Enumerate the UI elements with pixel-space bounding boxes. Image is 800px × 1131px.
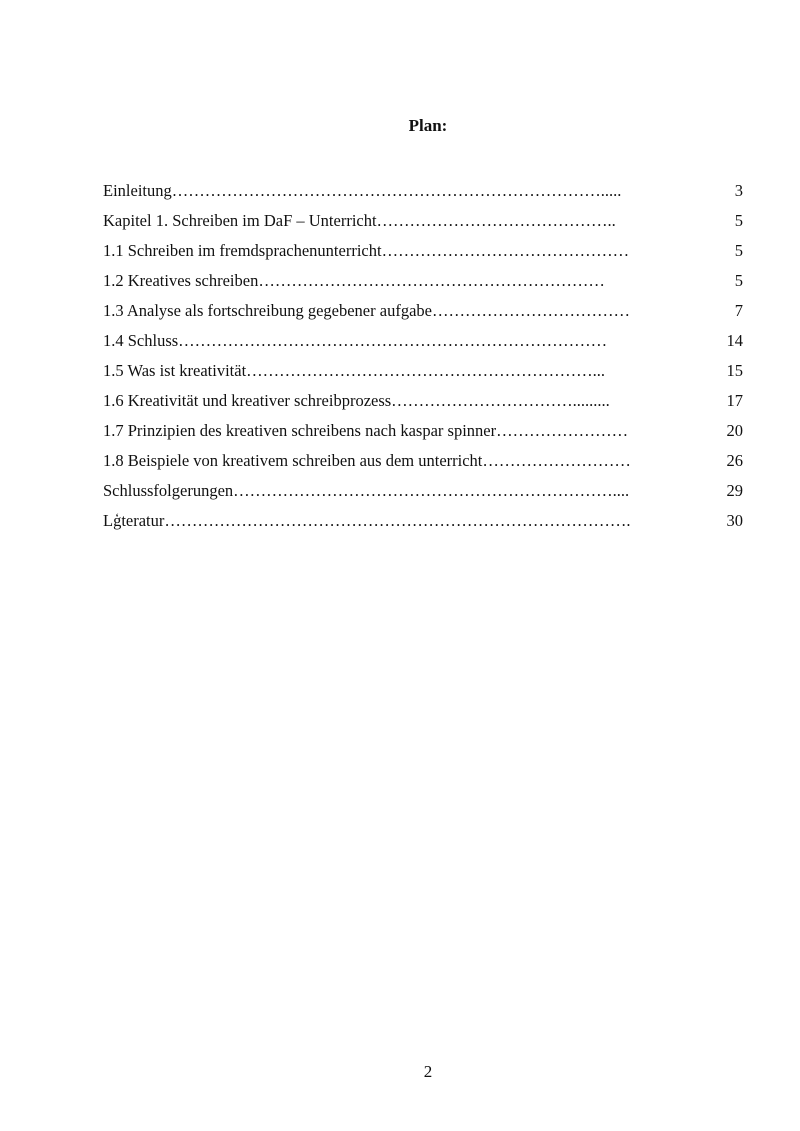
toc-row-1-6 <box>103 388 743 418</box>
toc-row-1-4 <box>103 328 743 358</box>
toc-row-literatur <box>103 508 743 538</box>
toc-page-number: 5 <box>734 241 743 260</box>
toc-page-number: 29 <box>726 481 743 500</box>
toc-page-number: 7 <box>734 301 743 320</box>
toc-page-number: 20 <box>726 421 743 440</box>
toc-entry-label: 1.3 Analyse als fortschreibung gegebener aufgabe……………………………… <box>103 301 630 320</box>
toc-page-number: 30 <box>726 511 743 530</box>
toc-entry-label: 1.4 Schluss…………………………………………………………………… <box>103 331 608 350</box>
toc-entry-label: 1.1 Schreiben im fremdsprachenunterricht……………………………………… <box>103 241 630 260</box>
toc-row-1-3 <box>103 298 743 328</box>
toc-entry-label: Einleitung……………………………………………………………………..... <box>103 181 622 200</box>
toc-row-1-2 <box>103 268 743 298</box>
toc-row-1-8 <box>103 448 743 478</box>
toc-page-number: 14 <box>726 331 743 350</box>
page-number-footer: 2 <box>423 1062 433 1081</box>
toc-page-number: 3 <box>734 181 743 200</box>
toc-entry-label: 1.2 Kreatives schreiben……………………………………………………… <box>103 271 605 290</box>
table-of-contents <box>103 178 743 538</box>
toc-entry-label: 1.6 Kreativität und kreativer schreibprozess……………………………......... <box>103 391 610 410</box>
toc-row-kapitel-1 <box>103 208 743 238</box>
toc-entry-label: Schlussfolgerungen…………………………………………………………….... <box>103 481 630 500</box>
toc-page-number: 17 <box>726 391 743 410</box>
toc-row-schlussfolgerungen <box>103 478 743 508</box>
toc-entry-label: 1.8 Beispiele von kreativem schreiben aus dem unterricht……………………… <box>103 451 631 470</box>
toc-page-number: 26 <box>726 451 743 470</box>
toc-row-1-1 <box>103 238 743 268</box>
toc-row-1-5 <box>103 358 743 388</box>
toc-entry-label: 1.7 Prinzipien des kreativen schreibens nach kaspar spinner…………………… <box>103 421 629 440</box>
toc-row-einleitung <box>103 178 743 208</box>
toc-page-number: 5 <box>734 211 743 230</box>
toc-page-number: 5 <box>734 271 743 290</box>
page-title: Plan: <box>408 116 448 135</box>
toc-page-number: 15 <box>726 361 743 380</box>
toc-entry-label: Kapitel 1. Schreiben im DaF – Unterricht…………………………………….. <box>103 211 616 230</box>
toc-entry-label: Lģteratur…………………………………………………………………………. <box>103 511 631 530</box>
toc-entry-label: 1.5 Was ist kreativität………………………………………………………... <box>103 361 606 380</box>
toc-row-1-7 <box>103 418 743 448</box>
